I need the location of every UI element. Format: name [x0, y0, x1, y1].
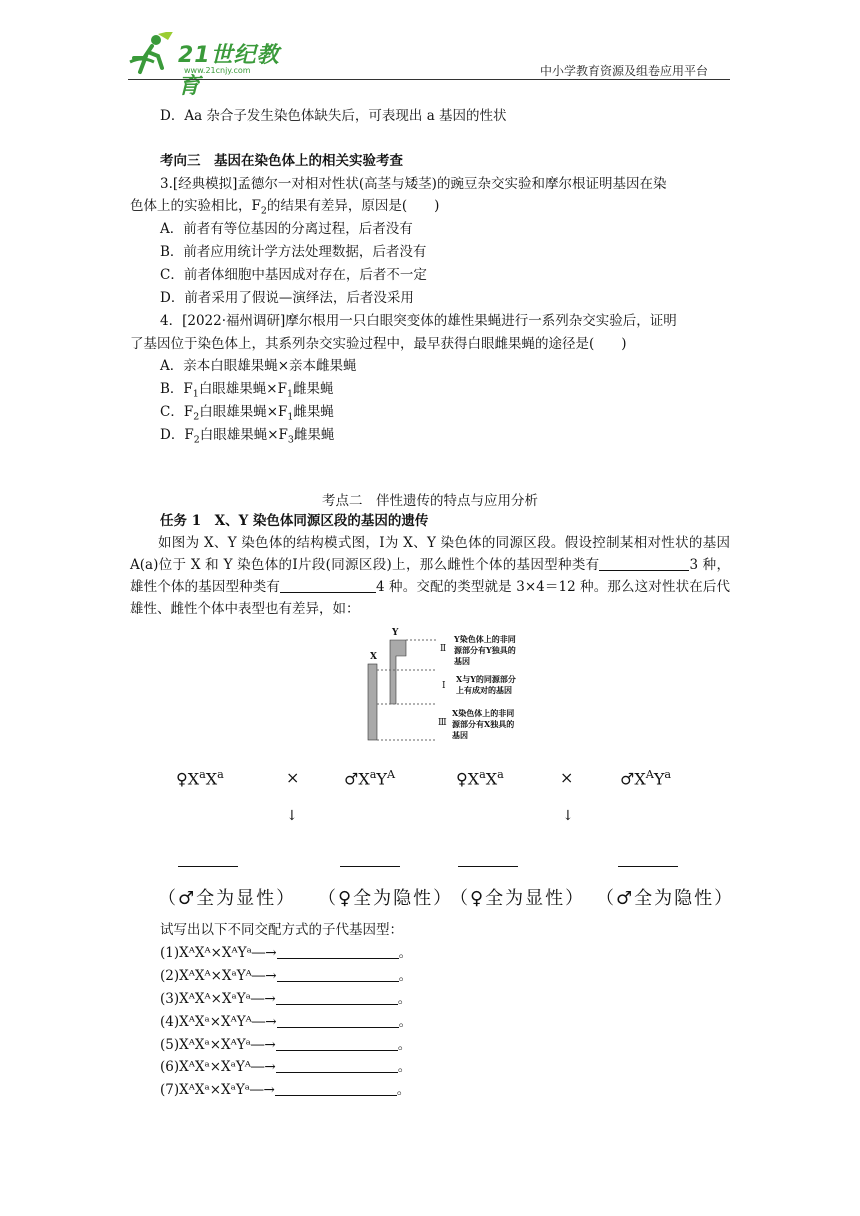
q4-option-a: A．亲本白眼雄果蝇×亲本雌果蝇	[160, 358, 357, 374]
label-seg2: Ⅱ	[440, 644, 447, 654]
q3-option-d: D．前者采用了假说—演绎法，后者没采用	[160, 290, 414, 306]
offspring-blank-4	[618, 866, 678, 867]
x-chromosome	[368, 664, 377, 740]
exercise-6: (6)XᴬXᵃ×XᵃYᴬ―→ 。	[160, 1059, 412, 1075]
times-2: ×	[560, 768, 574, 787]
arrow-down-icon: ↓	[562, 808, 574, 824]
parent-male-1: $♂X^aY^A$	[344, 768, 396, 789]
exercise-7: (7)XᴬXᵃ×XᵃYᵃ―→ 。	[160, 1082, 411, 1098]
q4-stem-line1: 4．[2022·福州调研]摩尔根用一只白眼突变体的雄性果蝇进行一系列杂交实验后，证明	[160, 313, 677, 329]
offspring-blank-2	[340, 866, 400, 867]
q3-option-c: C．前者体细胞中基因成对存在，后者不一定	[160, 267, 427, 283]
phenotype-4: （♂全为隐性）	[596, 888, 735, 909]
phenotype-1: （♂全为显性）	[158, 888, 297, 909]
parent-female-2: $♀X^aX^a$	[456, 768, 504, 789]
label-x: X	[370, 652, 377, 662]
q3-stem-line1: 3.[经典模拟]孟德尔一对相对性状(高茎与矮茎)的豌豆杂交实验和摩尔根证明基因在染	[160, 176, 667, 192]
desc-seg1: X与Y的同源部分 上有成对的基因	[456, 674, 516, 695]
q3-option-b: B．前者应用统计学方法处理数据，后者没有	[160, 244, 427, 260]
q4-option-d: D．$F_2$白眼雄果蝇$\times F_3$雌果蝇	[160, 427, 335, 446]
exercise-intro: 试写出以下不同交配方式的子代基因型：	[160, 922, 403, 938]
parent-female-1: $♀X^aX^a$	[176, 768, 224, 789]
option-d-prev: D．Aa 杂合子发生染色体缺失后，可表现出 a 基因的性状	[160, 108, 507, 124]
logo-main-text: 21世纪教育	[178, 43, 280, 99]
arrow-down-icon: ↓	[286, 808, 298, 824]
offspring-blank-3	[458, 866, 518, 867]
desc-seg3: X染色体上的非同 源部分有X独具的 基因	[452, 708, 515, 740]
phenotype-3: （♀全为显性）	[450, 888, 586, 909]
exercise-1: (1)XᴬXᴬ×XᴬYᵃ―→ 。	[160, 945, 413, 961]
logo-sub-text: www.21cnjy.com	[184, 66, 251, 75]
times-1: ×	[286, 768, 300, 787]
exercise-4: (4)XᴬXᵃ×XᴬYᴬ―→ 。	[160, 1014, 413, 1030]
exercise-3: (3)XᴬXᴬ×XᵃYᵃ―→ 。	[160, 991, 412, 1007]
y-chromosome	[390, 640, 406, 704]
parent-male-2: $♂X^AY^a$	[620, 768, 672, 789]
label-seg1: Ⅰ	[442, 681, 446, 691]
q4-option-b: B．$F_1$白眼雄果蝇$\times F_1$雌果蝇	[160, 381, 334, 400]
phenotype-2: （♀全为隐性）	[318, 888, 454, 909]
header-logo	[128, 32, 298, 99]
label-y: Y	[392, 628, 399, 638]
header-platform: 中小学教育资源及组卷应用平台	[540, 64, 709, 78]
exercise-2: (2)XᴬXᴬ×XᵃYᴬ―→ 。	[160, 968, 413, 984]
q3-option-a: A．前者有等位基因的分离过程，后者没有	[160, 221, 413, 237]
runner-logo-icon	[128, 32, 180, 78]
exercise-5: (5)XᴬXᵃ×XᴬYᵃ―→ 。	[160, 1037, 412, 1053]
xy-chromosome-diagram	[360, 626, 540, 746]
task1-paragraph: 如图为 X、Y 染色体的结构模式图，Ⅰ为 X、Y 染色体的同源区段。假设控制某相对性状的基因 A(a)位于 X 和 Y 染色体的Ⅰ片段(同源区段)上，那么雌性个体的基因型种类有 3 种，雄性个体的基因型种类有 4 种。交配的类型就是 3×4＝12 种。那么这对性状在后代雄性、雌性个体中表型也有差异，如：	[130, 535, 730, 617]
section3-title: 考向三 基因在染色体上的相关实验考查	[160, 153, 403, 169]
q3-stem-line2: 色体上的实验相比，$F_2$的结果有差异，原因是( )	[130, 198, 440, 217]
label-seg3: Ⅲ	[438, 718, 447, 728]
q4-stem-line2: 了基因位于染色体上，其系列杂交实验过程中，最早获得白眼雌果蝇的途径是( )	[130, 336, 627, 352]
desc-seg2: Y染色体上的非同 源部分有Y独具的 基因	[454, 634, 516, 666]
header-divider	[128, 79, 730, 80]
point2-title: 考点二 伴性遗传的特点与应用分析	[322, 493, 538, 509]
task1-title: 任务 1 X、Y 染色体同源区段的基因的遗传	[160, 513, 429, 529]
q4-option-c: C．$F_2$白眼雄果蝇$\times F_1$雌果蝇	[160, 404, 334, 423]
offspring-blank-1	[178, 866, 238, 867]
